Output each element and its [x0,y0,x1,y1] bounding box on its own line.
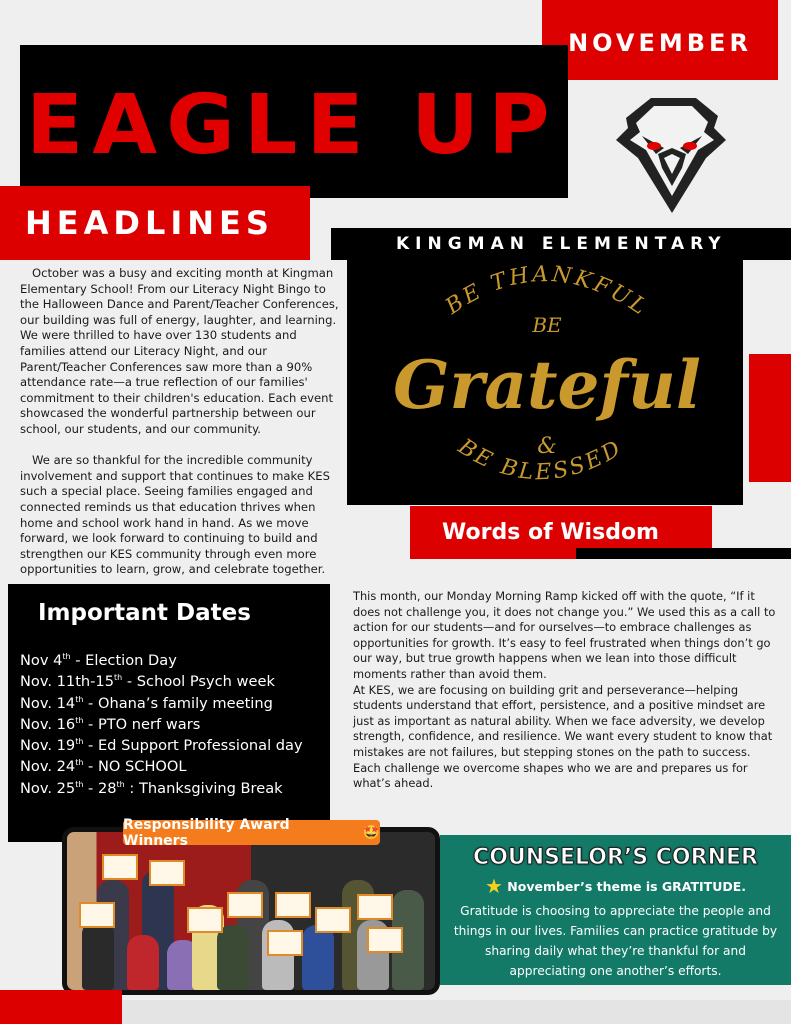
counselor-body: Gratitude is choosing to appreciate the people and things in our lives. Families can practice gratitude by sharing daily what they’re thankful for and appreciating one another’s efforts. [453,904,778,978]
wisdom-article [353,589,778,792]
gratitude-graphic [347,260,743,505]
headlines-article [20,266,342,578]
date-item [20,671,330,692]
date-item-text: Nov. 11th-15 [20,673,115,691]
dates-heading: Important Dates [38,600,251,626]
date-item-text: Nov 4 [20,652,63,669]
graphic-line2: BE [532,313,562,337]
date-item-text: - PTO nerf wars [83,715,201,733]
date-item-text: - 28 [83,779,117,797]
date-item-suffix: th [75,779,84,789]
wisdom-paragraph-2: At KES, we are focusing on building grit and perseverance—helping students understand that effort, persistence, and a positive mindset are just as important as natural ability. When we face adversity, we develop strength, confidence, and resilience. We want every student to know that mistakes are not failures, but stepping stones on the path to success. Each challenge we overcome shapes who we are and prepares us for what’s ahead. [353,682,773,791]
counselor-theme: November’s theme is GRATITUDE. [507,879,747,894]
date-item-suffix: th [62,652,71,661]
intro-paragraph-1: October was a busy and exciting month at Kingman Elementary School! From our Literacy Night Bingo to the Halloween Dance and Parent/Teacher Conferences, our building was full of energy, laughter, and learning. We were thrilled to have over 130 students and families attend our Literacy Night, and our Parent/Teacher Conferences saw more than a 90% attendance rate—a true reflection of our families' commitment to their children's education. Each event showcased the wonderful partnership between our school, our students, and our community. [20,266,339,436]
dates-list [20,650,330,799]
date-item-text: Nov. 25 [20,779,76,797]
footer-red-block [0,990,122,1024]
date-item-text: Nov. 14 [20,694,76,712]
date-item-suffix: th [75,715,84,725]
date-item-text: - Ohana’s family meeting [83,694,273,712]
school-name: KINGMAN ELEMENTARY [396,234,727,254]
date-item [20,650,330,671]
footer-strip [122,1000,791,1024]
important-dates-box [8,584,330,842]
graphic-line3: Grateful [393,346,701,424]
graphic-line1: BE THANKFUL [441,262,654,322]
date-item-suffix: th [75,737,84,747]
date-item-text: : Thanksgiving Break [124,779,283,797]
graphic-line5: BE BLESSED [453,434,628,486]
newsletter-title: EAGLE UP [26,78,559,173]
headlines-label: HEADLINES [25,204,274,242]
intro-paragraph-2: We are so thankful for the incredible community involvement and support that continues to make KES such a special place. Seeing families engaged and connected reminds us that education thrives when home and school work hand in hand. As we move forward, we look forward to continuing to build and strengthen our KES community through even more opportunities to learn, grow, and celebrate together. [20,453,330,577]
month-banner [542,0,778,80]
date-item-text: - NO SCHOOL [83,758,187,776]
date-item-text: Nov. 16 [20,715,76,733]
date-item [20,756,330,777]
decorative-black-bar [576,548,791,559]
headlines-banner [0,186,310,260]
star-struck-emoji-icon: 🤩 [362,824,380,841]
school-banner [331,228,791,260]
date-item-text: Nov. 24 [20,758,76,776]
award-title: Responsibility Award Winners [123,816,290,849]
award-label [123,816,380,849]
date-item-suffix: th [75,694,84,704]
date-item-text: - Election Day [70,652,177,669]
date-item [20,778,330,799]
eagle-logo-icon [606,88,738,218]
date-item [20,735,330,756]
date-item [20,714,330,735]
graphic-line4: & [537,434,557,459]
date-item-suffix: th [75,758,84,768]
date-item-text: Nov. 19 [20,737,76,755]
wisdom-paragraph-1: This month, our Monday Morning Ramp kicked off with the quote, “If it does not challenge you, it does not change you.” We used this as a call to action for our students—and for ourselves—to embrace challenges as opportunities for growth. It’s easy to feel frustrated when things don’t go our way, but true growth happens when we lean into those difficult moments rather than avoid them. [353,589,776,681]
decorative-red-bar [749,354,791,482]
date-item-text: - Ed Support Professional day [83,737,303,755]
award-winners-photo [62,824,440,995]
date-item-suffix: th [116,779,125,789]
month-label: NOVEMBER [568,29,752,57]
counselor-heading: COUNSELOR’S CORNER [473,845,758,870]
date-item [20,693,330,714]
counselors-corner-box [440,835,791,985]
date-item-suffix: th [114,673,123,683]
wisdom-heading: Words of Wisdom [442,520,659,545]
date-item-text: - School Psych week [122,673,275,691]
star-icon: ★ [484,874,503,898]
